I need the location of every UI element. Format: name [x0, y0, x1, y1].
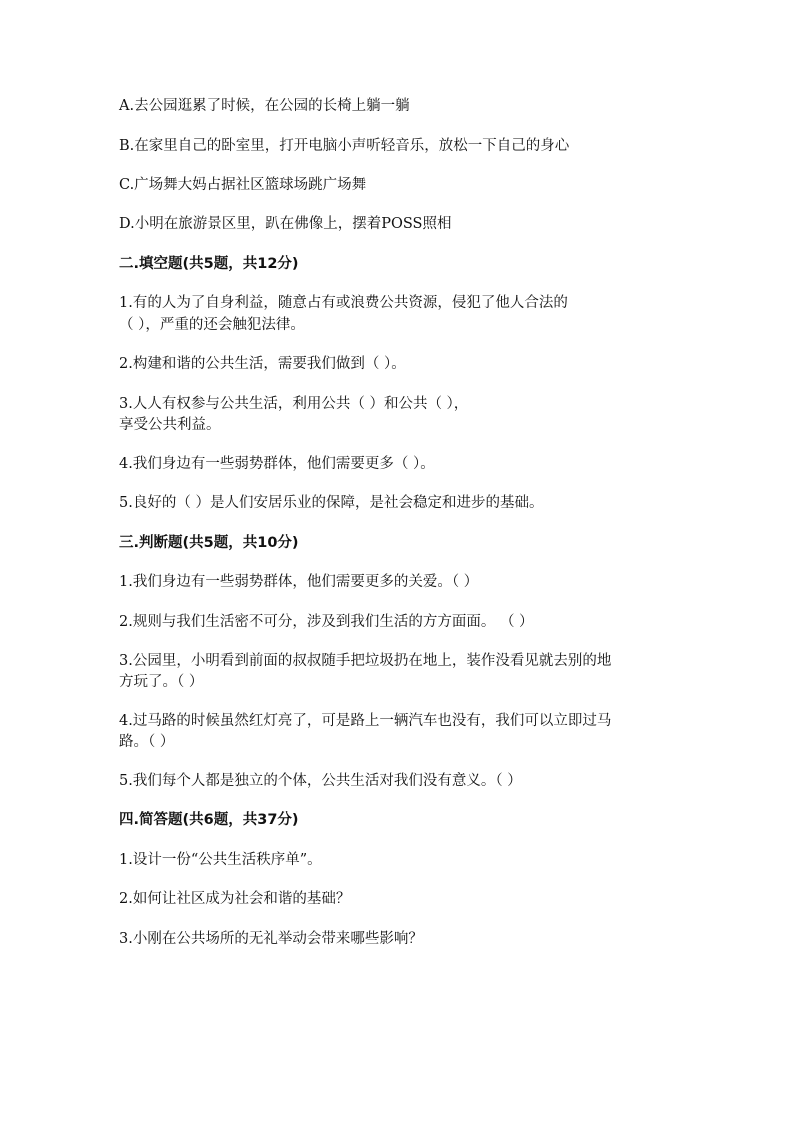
section-3-title: 三.判断题(共5题，共10分) — [119, 535, 299, 551]
option-a: A.去公园逛累了时候，在公园的长椅上躺一躺 — [119, 98, 410, 114]
short-q3: 3.小刚在公共场所的无礼举动会带来哪些影响？ — [119, 931, 423, 947]
judge-q4-line1: 4.过马路的时候虽然红灯亮了，可是路上一辆汽车也没有，我们可以立即过马 — [119, 713, 612, 729]
judge-q3-line2: 方玩了。（ ） — [119, 674, 204, 690]
fill-q4: 4.我们身边有一些弱势群体，他们需要更多（ ）。 — [119, 456, 435, 472]
section-2-title: 二.填空题(共5题，共12分) — [119, 256, 299, 272]
judge-q4-line2: 路。（ ） — [119, 734, 175, 750]
judge-q3-line1: 3.公园里，小明看到前面的叔叔随手把垃圾扔在地上，装作没看见就去别的地 — [119, 653, 612, 669]
section-4-title: 四.简答题(共6题，共37分) — [119, 812, 299, 828]
fill-q3-line1: 3.人人有权参与公共生活，利用公共（ ）和公共（ ）， — [119, 396, 469, 412]
short-q1: 1.设计一份“公共生活秩序单”。 — [119, 852, 322, 868]
fill-q1-line2: （ ），严重的还会触犯法律。 — [119, 317, 305, 333]
judge-q5: 5.我们每个人都是独立的个体，公共生活对我们没有意义。（ ） — [119, 773, 522, 789]
fill-q3-line2: 享受公共利益。 — [119, 417, 221, 433]
fill-q2: 2.构建和谐的公共生活，需要我们做到（ ）。 — [119, 356, 406, 372]
option-d: D.小明在旅游景区里，趴在佛像上，摆着POSS照相 — [119, 216, 452, 232]
judge-q2: 2.规则与我们生活密不可分，涉及到我们生活的方方面面。 （ ） — [119, 614, 534, 630]
short-q2: 2.如何让社区成为社会和谐的基础？ — [119, 891, 351, 907]
fill-q1-line1: 1.有的人为了自身利益，随意占有或浪费公共资源，侵犯了他人合法的 — [119, 295, 568, 311]
option-b: B.在家里自己的卧室里，打开电脑小声听轻音乐，放松一下自己的身心 — [119, 138, 570, 154]
option-c: C.广场舞大妈占据社区篮球场跳广场舞 — [119, 177, 367, 193]
fill-q5: 5.良好的（ ）是人们安居乐业的保障，是社会稳定和进步的基础。 — [119, 495, 544, 511]
judge-q1: 1.我们身边有一些弱势群体，他们需要更多的关爱。（ ） — [119, 574, 479, 590]
